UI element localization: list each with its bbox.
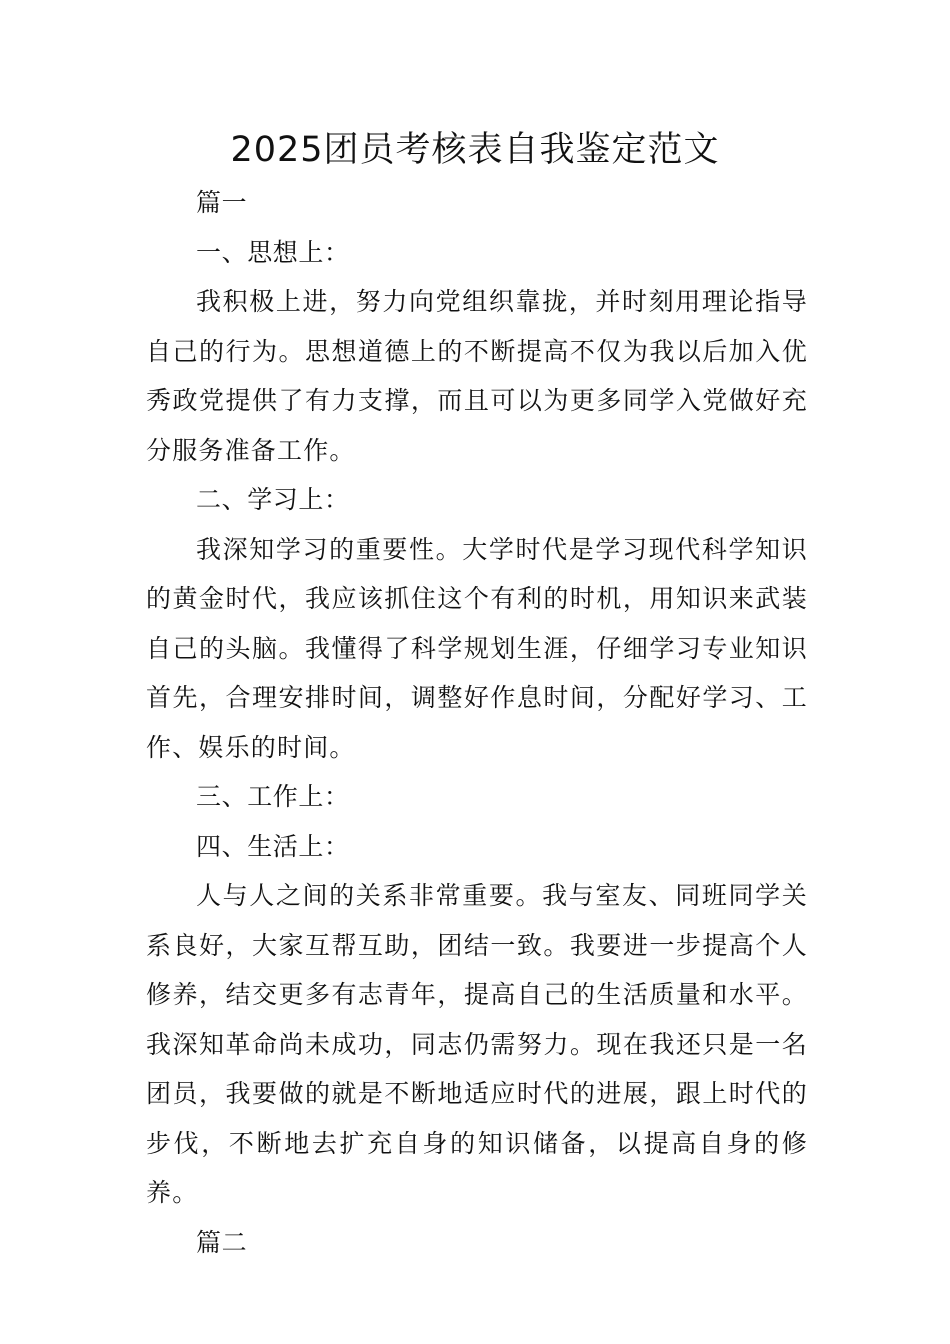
section-heading-study: 二、学习上： xyxy=(196,485,350,514)
paragraph-life: 人与人之间的关系非常重要。我与室友、同班同学关系良好，大家互帮互助，团结一致。我要进一步提高个人修养，结交更多有志青年，提高自己的生活质量和水平。我深知革命尚未成功，同志仍需努力。现在我还只是一名团员，我要做的就是不断地适应时代的进展，跟上时代的步伐，不断地去扩充自身的知识储备，以提高自身的修养。 xyxy=(146,881,808,1207)
document-title: 2025团员考核表自我鉴定范文 xyxy=(230,130,720,170)
document-body xyxy=(146,178,808,1267)
section-heading-work: 三、工作上： xyxy=(196,782,350,811)
section-heading-part-one: 篇一 xyxy=(196,188,248,217)
section-heading-ideology: 一、思想上： xyxy=(196,237,350,267)
section-heading-life: 四、生活上： xyxy=(196,831,350,861)
paragraph-study: 我深知学习的重要性。大学时代是学习现代科学知识的黄金时代，我应该抓住这个有利的时机，用知识来武装自己的头脑。我懂得了科学规划生涯，仔细学习专业知识首先，合理安排时间，调整好作息时间，分配好学习、工作、娱乐的时间。 xyxy=(146,534,808,762)
section-heading-part-two: 篇二 xyxy=(196,1227,248,1257)
paragraph-ideology: 我积极上进，努力向党组织靠拢，并时刻用理论指导自己的行为。思想道德上的不断提高不仅为我以后加入优秀政党提供了有力支撑，而且可以为更多同学入党做好充分服务准备工作。 xyxy=(146,287,808,465)
